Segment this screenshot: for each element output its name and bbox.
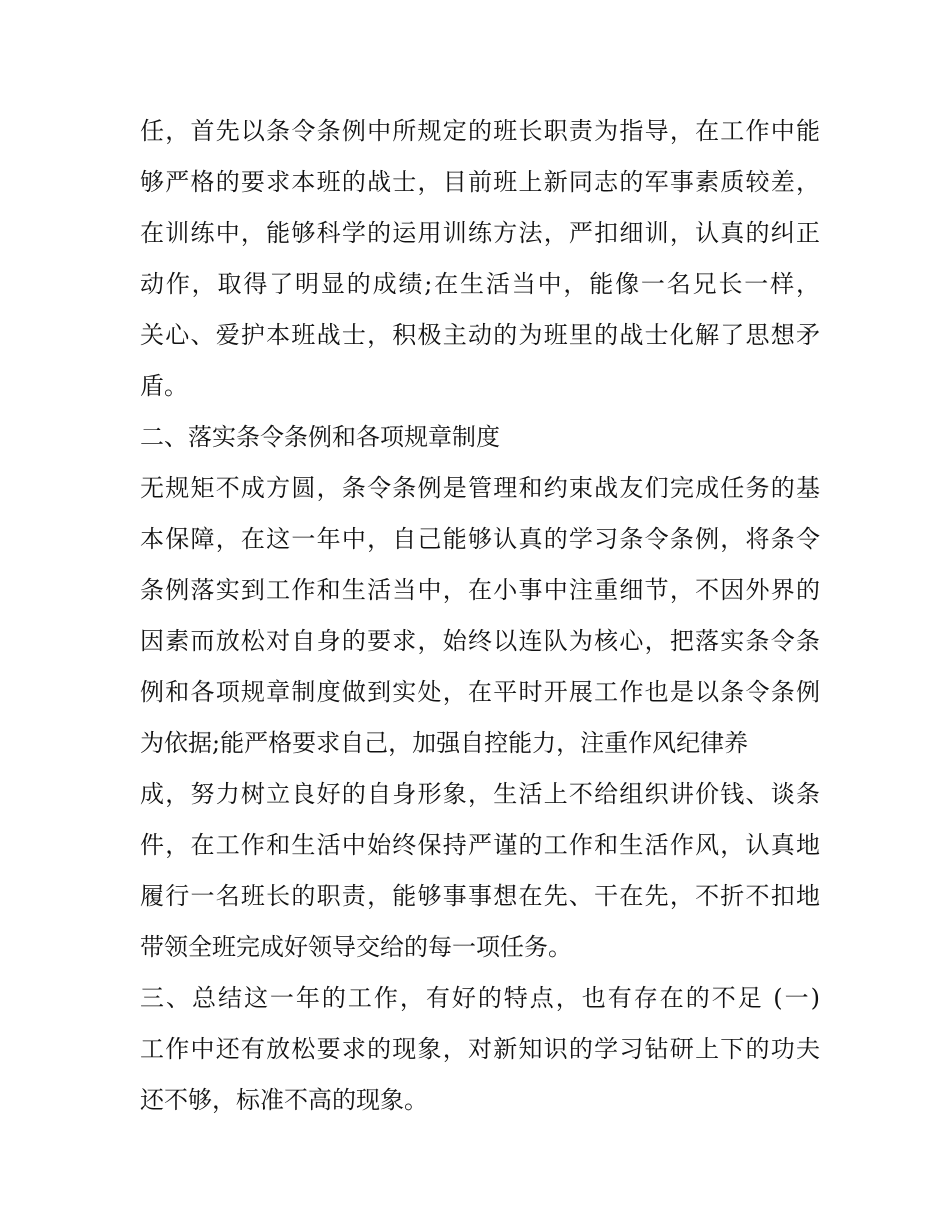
- section-heading: 三、总结这一年的工作，有好的特点，也有存在的不足 (一): [140, 984, 820, 1012]
- text-line: 任，首先以条令条例中所规定的班长职责为指导，在工作中能: [140, 117, 820, 145]
- text-line: 成，努力树立良好的自身形象，生活上不给组织讲价钱、谈条: [140, 780, 820, 808]
- text-line: 履行一名班长的职责，能够事事想在先、干在先，不折不扣地: [140, 882, 820, 910]
- document-body: [140, 106, 820, 1126]
- text-line: 盾。: [140, 372, 188, 400]
- text-line: 工作中还有放松要求的现象，对新知识的学习钻研上下的功夫: [140, 1035, 820, 1063]
- text-line: 例和各项规章制度做到实处，在平时开展工作也是以条令条例: [140, 678, 820, 706]
- text-line: 动作，取得了明显的成绩;在生活当中，能像一名兄长一样，: [140, 270, 820, 298]
- text-line: 关心、爱护本班战士，积极主动的为班里的战士化解了思想矛: [140, 321, 820, 349]
- text-line: 件，在工作和生活中始终保持严谨的工作和生活作风，认真地: [140, 831, 820, 859]
- text-line: 无规矩不成方圆，条令条例是管理和约束战友们完成任务的基: [140, 474, 820, 502]
- text-line: 在训练中，能够科学的运用训练方法，严扣细训，认真的纠正: [140, 219, 820, 247]
- text-line: 带领全班完成好领导交给的每一项任务。: [140, 933, 572, 961]
- text-line: 条例落实到工作和生活当中，在小事中注重细节，不因外界的: [140, 576, 820, 604]
- text-line: 够严格的要求本班的战士，目前班上新同志的军事素质较差，: [140, 168, 820, 196]
- section-heading: 二、落实条令条例和各项规章制度: [140, 423, 500, 451]
- text-line: 还不够，标准不高的现象。: [140, 1086, 428, 1114]
- text-line: 为依据;能严格要求自己，加强自控能力，注重作风纪律养: [140, 729, 749, 757]
- text-line: 本保障，在这一年中，自己能够认真的学习条令条例，将条令: [140, 525, 820, 553]
- text-line: 因素而放松对自身的要求，始终以连队为核心，把落实条令条: [140, 627, 820, 655]
